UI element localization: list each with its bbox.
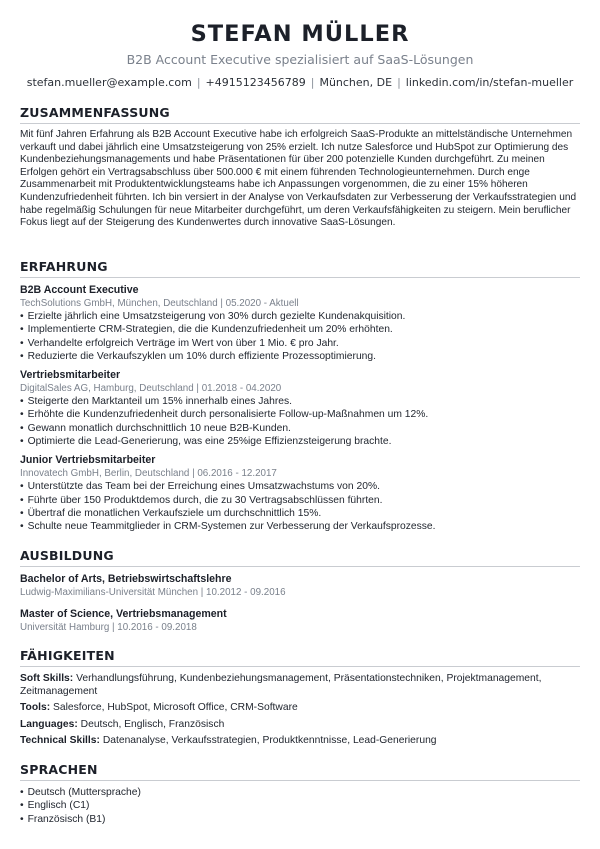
- bullet-item: • Übertraf die monatlichen Verkaufsziele um durchschnittlich 15%.: [20, 507, 580, 520]
- job-meta: Innovatech GmbH, Berlin, Deutschland | 06.2016 - 12.2017: [20, 468, 277, 480]
- experience-section: [20, 259, 580, 534]
- contact-line: [20, 76, 580, 90]
- degree-title: Master of Science, Vertriebsmanagement: [20, 608, 227, 620]
- skill-line: [20, 718, 580, 731]
- separator: |: [397, 76, 401, 89]
- separator: |: [196, 76, 201, 89]
- bullet-item: • Verhandelte erfolgreich Verträge im Wert von über 1 Mio. € pro Jahr.: [20, 337, 580, 350]
- bullet-item: • Führte über 150 Produktdemos durch, die zu 30 Vertragsabschlüssen führten.: [20, 494, 580, 507]
- bullet-item: • Gewann monatlich durchschnittlich 10 neue B2B-Kunden.: [20, 422, 580, 435]
- job-bullets: [20, 480, 580, 533]
- section-title-education: AUSBILDUNG: [20, 548, 580, 567]
- skills-section: [20, 648, 580, 747]
- contact-email[interactable]: stefan.mueller@example.com: [26, 76, 192, 89]
- skill-value: Datenanalyse, Verkaufsstrategien, Produktkenntnisse, Lead-Generierung: [102, 734, 437, 746]
- bullet-item: • Schulte neue Teammitglieder in CRM-Systemen zur Verbesserung der Verkaufsprozesse.: [20, 520, 580, 533]
- job-meta: TechSolutions GmbH, München, Deutschland | 05.2020 - Aktuell: [20, 298, 299, 309]
- section-title-skills: FÄHIGKEITEN: [20, 648, 580, 667]
- candidate-name: STEFAN MÜLLER: [190, 21, 410, 47]
- education-entry: [20, 608, 580, 634]
- degree-meta: Universität Hamburg | 10.2016 - 09.2018: [20, 622, 197, 633]
- resume-page: [20, 0, 580, 825]
- skill-line: [20, 672, 580, 698]
- section-title-summary: ZUSAMMENFASSUNG: [20, 105, 580, 124]
- skill-line: [20, 701, 580, 714]
- contact-linkedin[interactable]: linkedin.com/in/stefan-mueller: [405, 76, 574, 89]
- contact-phone[interactable]: +4915123456789: [205, 76, 306, 89]
- skill-line: [20, 734, 580, 747]
- summary-section: [20, 105, 580, 230]
- job-title: Vertriebsmitarbeiter: [20, 369, 121, 382]
- job-meta: DigitalSales AG, Hamburg, Deutschland | 01.2018 - 04.2020: [20, 383, 282, 395]
- job-entry: [20, 454, 580, 533]
- skill-label: Soft Skills:: [20, 673, 74, 684]
- skill-value: Salesforce, HubSpot, Microsoft Office, CRM-Software: [53, 702, 298, 714]
- bullet-item: • Implementierte CRM-Strategien, die die Kundenzufriedenheit um 20% erhöhten.: [20, 323, 580, 336]
- bullet-item: • Steigerte den Marktanteil um 15% innerhalb eines Jahres.: [20, 395, 580, 408]
- language-item: • Französisch (B1): [20, 813, 580, 826]
- section-title-experience: ERFAHRUNG: [20, 259, 580, 278]
- skill-value: Deutsch, Englisch, Französisch: [80, 718, 225, 730]
- job-bullets: [20, 395, 580, 448]
- skill-label: Tools:: [20, 702, 51, 714]
- contact-location: München, DE: [319, 76, 393, 89]
- language-item: • Deutsch (Muttersprache): [20, 786, 580, 799]
- bullet-item: • Optimierte die Lead-Generierung, was eine 25%ige Effizienzsteigerung brachte.: [20, 435, 580, 448]
- section-title-languages: SPRACHEN: [20, 762, 580, 781]
- degree-title: Bachelor of Arts, Betriebswirtschaftslehre: [20, 573, 232, 585]
- degree-meta: Ludwig-Maximilians-Universität München | 10.2012 - 09.2016: [20, 587, 286, 598]
- language-item: • Englisch (C1): [20, 799, 580, 812]
- languages-section: [20, 762, 580, 826]
- job-entry: [20, 369, 580, 448]
- skill-label: Languages:: [20, 718, 78, 730]
- language-list: [20, 786, 580, 826]
- job-entry: [20, 284, 580, 363]
- bullet-item: • Reduzierte die Verkaufszyklen um 10% durch effiziente Prozessoptimierung.: [20, 350, 580, 363]
- skill-label: Technical Skills:: [20, 734, 100, 746]
- skill-value: Verhandlungsführung, Kundenbeziehungsmanagement, Präsentationstechniken, Projektmanagement, Zeitmanagement: [20, 673, 542, 698]
- job-bullets: [20, 310, 580, 363]
- candidate-headline: B2B Account Executive spezialisiert auf SaaS-Lösungen: [126, 52, 474, 67]
- summary-text: Mit fünf Jahren Erfahrung als B2B Account Executive habe ich erfolgreich SaaS-Produkte an mittelständische Unternehmen verkauft und dabei jährlich eine Umsatzsteigerung von 25% erzielt. Ich nutze Salesforce und HubSpot zur Optimierung des Kundenbeziehungsmanagements und habe Präsentationen für über 200 potenzielle Kunden durchgeführt. Zu meinen Erfolgen gehört ein Vertragsabschluss über 500.000 € mit einem führenden Technologieunternehmen. Durch enge Zusammenarbeit mit Produktentwicklungsteams habe ich Anpassungen vorgenommen, die zu einer 15% höheren Kundenzufriedenheit führten. Ich bin versiert in der Analyse von Verkaufsdaten zur Verbesserung der Verkaufsstrategien und habe regelmäßig Schulungen für neue Mitarbeiter durchgeführt, um deren Verkaufsfähigkeiten zu steigern. Mein beruflicher Fokus liegt auf der Steigerung des Kundenwertes durch innovative SaaS-Lösungen.: [20, 129, 577, 229]
- separator: |: [310, 76, 315, 89]
- education-section: [20, 548, 580, 634]
- job-title: B2B Account Executive: [20, 284, 139, 296]
- job-title: Junior Vertriebsmitarbeiter: [20, 454, 156, 467]
- education-entry: [20, 573, 580, 599]
- bullet-item: • Erzielte jährlich eine Umsatzsteigerung von 30% durch gezielte Kundenakquisition.: [20, 310, 580, 323]
- bullet-item: • Erhöhte die Kundenzufriedenheit durch personalisierte Follow-up-Maßnahmen um 12%.: [20, 408, 580, 421]
- bullet-item: • Unterstützte das Team bei der Erreichung eines Umsatzwachstums von 20%.: [20, 480, 580, 493]
